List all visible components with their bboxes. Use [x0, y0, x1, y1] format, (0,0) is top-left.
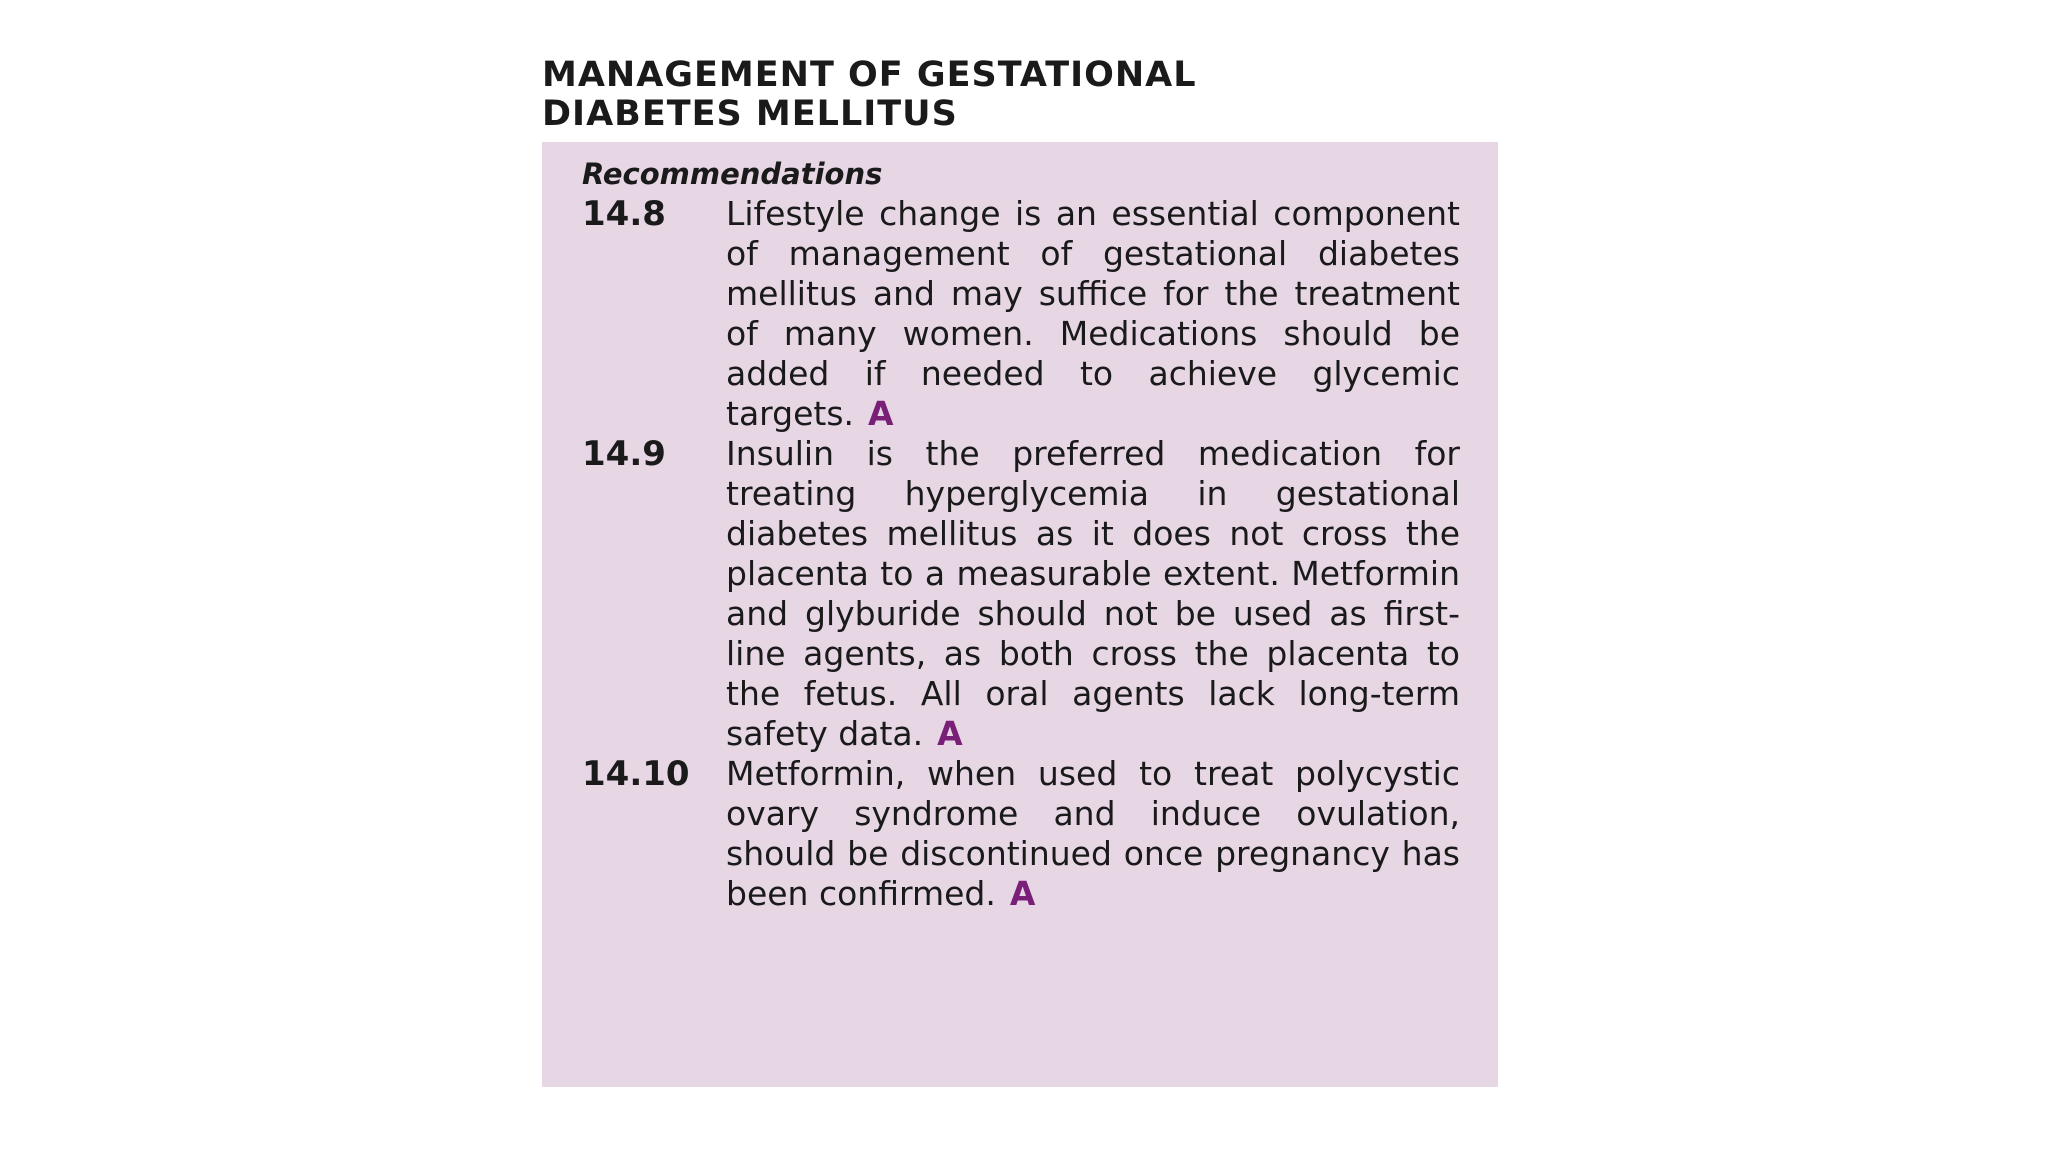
document	[542, 56, 1498, 1087]
evidence-grade: A	[868, 394, 894, 433]
recommendation-number: 14.9	[582, 434, 666, 474]
evidence-grade: A	[937, 714, 963, 753]
recommendation-body: Insulin is the preferred medication for treating hyperglycemia in gestational diabetes mellitus as it does not cross the placenta to a measurable extent. Metformin and glyburide should not be used as first-line agents, as both cross the placenta to the fetus. All oral agents lack long-term safety data.	[726, 434, 1460, 753]
title-line-1: MANAGEMENT OF GESTATIONAL	[542, 55, 1197, 95]
recommendation-number: 14.10	[582, 754, 690, 794]
recommendation-body: Metformin, when used to treat polycystic ovary syndrome and induce ovulation, should be discontinued once pregnancy has been confirmed.	[726, 754, 1460, 913]
recommendation-item	[582, 434, 1460, 754]
recommendation-body: Lifestyle change is an essential component of management of gestational diabetes mellitus and may suffice for the treatment of many women. Medications should be added if needed to achieve glycemic targets.	[726, 194, 1460, 433]
recommendation-item	[582, 194, 1460, 434]
evidence-grade: A	[1009, 874, 1036, 913]
page-title	[542, 56, 1498, 134]
recommendation-item	[582, 754, 1460, 914]
recommendation-text	[726, 434, 1460, 754]
recommendation-text	[726, 754, 1460, 914]
recommendations-box	[542, 142, 1498, 1087]
recommendation-number: 14.8	[582, 194, 666, 234]
recommendations-heading: Recommendations	[582, 157, 883, 191]
title-line-2: DIABETES MELLITUS	[542, 94, 958, 134]
recommendation-text	[726, 194, 1460, 434]
